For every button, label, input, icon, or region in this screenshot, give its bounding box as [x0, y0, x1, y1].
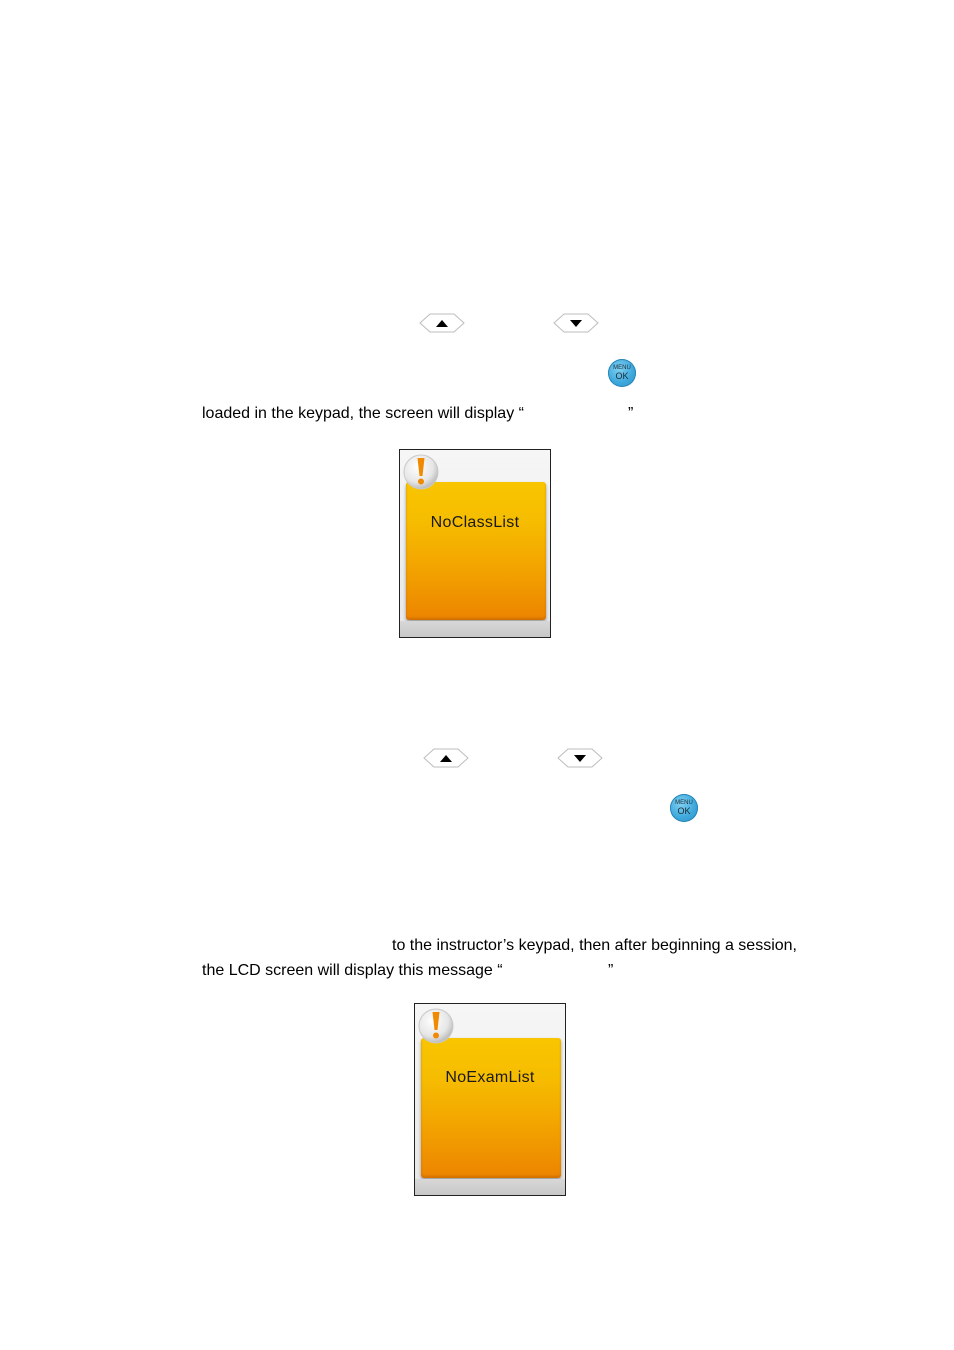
up-arrow-key-icon — [423, 747, 469, 769]
loaded-text-line — [202, 404, 524, 424]
lcd-message-text: NoClassList — [430, 514, 520, 531]
ok-key-label: OK — [615, 371, 629, 381]
loaded-text: loaded in the keypad, the screen will display “ — [202, 405, 524, 422]
lcd-message-panel — [406, 482, 546, 620]
closing-quote — [628, 404, 633, 424]
exclamation-warning-icon — [402, 452, 440, 490]
menu-key-label: MENU — [613, 365, 631, 371]
up-arrow-key-icon — [419, 312, 465, 334]
lcd-message-text: NoExamList — [445, 1069, 535, 1086]
lcd-text: the LCD screen will display this message “ — [202, 962, 503, 979]
lcd-text-line — [202, 961, 503, 981]
closing-quote — [608, 961, 613, 981]
ok-key-label: OK — [677, 806, 691, 816]
instructor-text-line — [392, 936, 797, 956]
lcd-screen-no-exam-list — [414, 1003, 566, 1196]
lcd-screen-no-class-list — [399, 449, 551, 638]
lcd-message-panel — [421, 1038, 561, 1178]
menu-ok-key-icon — [608, 359, 636, 387]
menu-key-label: MENU — [675, 800, 693, 806]
closing-quote-text: ” — [608, 962, 614, 979]
down-arrow-key-icon — [557, 747, 603, 769]
closing-quote-text: ” — [628, 405, 634, 422]
menu-ok-key-icon — [670, 794, 698, 822]
lcd-bottom-bar — [415, 1179, 565, 1195]
exclamation-warning-icon — [417, 1006, 455, 1044]
down-arrow-key-icon — [553, 312, 599, 334]
instructor-text: to the instructor’s keypad, then after beginning a session, — [392, 937, 797, 954]
lcd-bottom-bar — [400, 621, 550, 637]
